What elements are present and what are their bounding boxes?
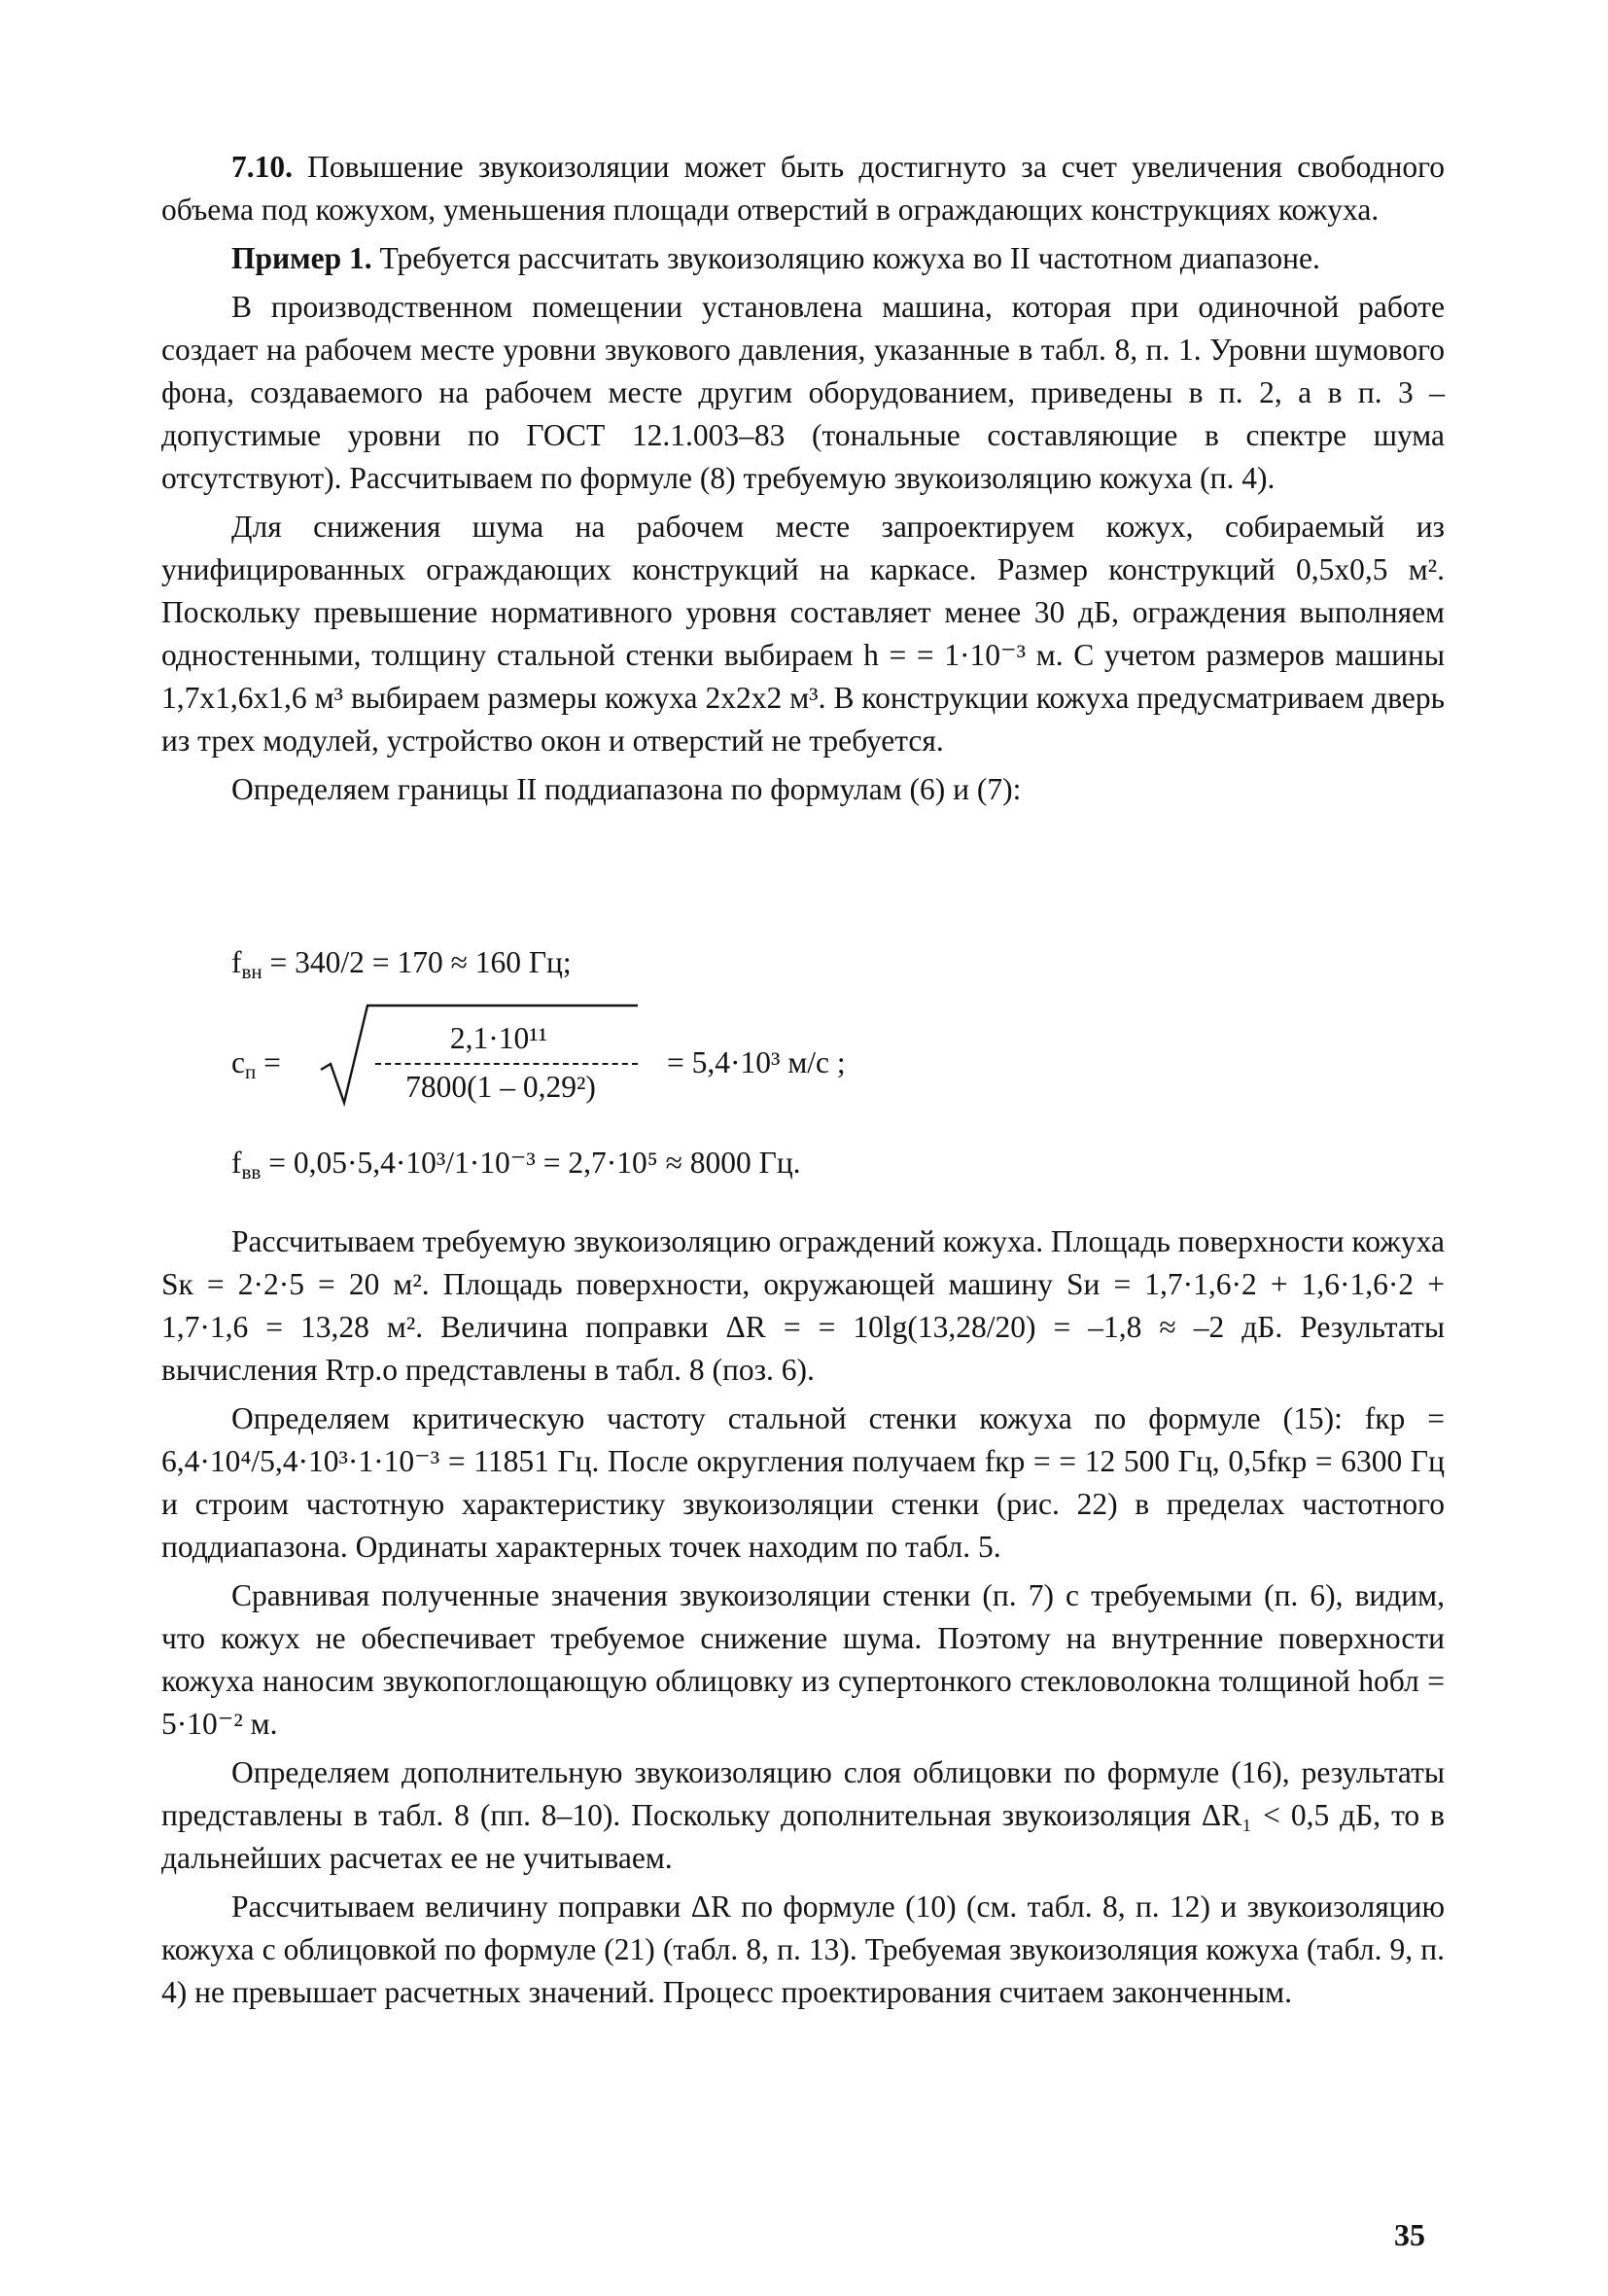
fraction-denominator: 7800(1 – 0,29²) [405, 1070, 596, 1104]
paragraph-text: Повышение звукоизоляции может быть достигнуто за счет увеличения свободного объема под кожухом, уменьшения площади отверстий в ограждающих конструкциях кожуха. [161, 150, 1445, 227]
text-block-top [161, 146, 1445, 817]
paragraph-conclusion [161, 1886, 1445, 2014]
paragraph-lead: 7.10. [231, 150, 293, 184]
paragraph-text: Для снижения шума на рабочем месте запроектируем кожух, собираемый из унифицированных ограждающих конструкций на каркасе. Размер конструкций 0,5x0,5 м². Поскольку превышение нормативного уровня составляет менее 30 дБ, ограждения выполняем одностенными, толщину стальной стенки выбираем h = = 1·10⁻³ м. С учетом размеров машины 1,7x1,6x1,6 м³ выбираем размеры кожуха 2x2x2 м³. В конструкции кожуха предусматриваем дверь из трех модулей, устройство окон и отверстий не требуется. [161, 510, 1445, 758]
paragraph-text: В производственном помещении установлена машина, которая при одиночной работе создает на рабочем месте уровни звукового давления, указанные в табл. 8, п. 1. Уровни шумового фона, создаваемого на рабочем месте другим оборудованием, приведены в п. 2, а в п. 3 – допустимые уровни по ГОСТ 12.1.003–83 (тональные составляющие в спектре шума отсутствуют). Рассчитываем по формуле (8) требуемую звукоизоляцию кожуха (п. 4). [161, 290, 1445, 495]
paragraph-machine [161, 286, 1445, 500]
formula-sub: п [244, 1060, 257, 1083]
formula-var: f [231, 1146, 242, 1180]
paragraph-text: Сравнивая полученные значения звукоизоляции стенки (п. 7) с требуемыми (п. 6), видим, что кожух не обеспечивает требуемое снижение шума. Поэтому на внутренние поверхности кожуха наносим звукопоглощающую облицовку из супертонкого стекловолокна толщиной hобл = 5·10⁻² м. [161, 1578, 1445, 1741]
formula-f-vn [231, 945, 572, 984]
paragraph-subrange-bounds [161, 768, 1445, 811]
paragraph-critical-frequency [161, 1397, 1445, 1569]
paragraph-text: Рассчитываем требуемую звукоизоляцию ограждений кожуха. Площадь поверхности кожуха Sк = 2·2·5 = 20 м². Площадь поверхности, окружающей машину Sи = 1,7·1,6·2 + 1,6·1,6·2 + 1,7·1,6 = 13,28 м². Величина поправки ΔR = = 10lg(13,28/20) = –1,8 ≈ –2 дБ. Результаты вычисления Rтр.о представлены в табл. 8 (поз. 6). [161, 1224, 1445, 1387]
fraction-numerator: 2,1·10¹¹ [449, 1021, 548, 1055]
formula-f-vv [231, 1146, 801, 1184]
formula-c-p [231, 1045, 281, 1084]
paragraph-text: Требуется рассчитать звукоизоляцию кожуха во II частотном диапазоне. [371, 241, 1320, 275]
paragraph-text: Определяем критическую частоту стальной стенки кожуха по формуле (15): fкр = 6,4·10⁴/5,4·10³·1·10⁻³ = 11851 Гц. После округления получаем fкр = = 12 500 Гц, 0,5fкр = 6300 Гц и строим частотную характеристику звукоизоляции стенки (рис. 22) в пределах частотного поддиапазона. Ординаты характерных точек находим по табл. 5. [161, 1401, 1445, 1564]
formula-rhs: = 340/2 = 170 ≈ 160 Гц; [262, 945, 572, 979]
formula-sub: вв [241, 1160, 262, 1183]
formula-sub: вн [241, 960, 262, 983]
formula-var: f [231, 945, 242, 979]
formula-eq: = [256, 1045, 281, 1079]
paragraph-7-10 [161, 146, 1445, 231]
formula-var: c [231, 1045, 245, 1079]
formula-c-p-rhs: = 5,4·10³ м/с ; [667, 1045, 846, 1079]
paragraph-lead: Пример 1. [231, 241, 372, 275]
text-block-bottom [161, 1220, 1445, 2020]
paragraph-comparison [161, 1574, 1445, 1746]
paragraph-example-1 [161, 237, 1445, 280]
paragraph-enclosure-design [161, 506, 1445, 762]
formula-rhs: = 0,05·5,4·10³/1·10⁻³ = 2,7·10⁵ ≈ 8000 Гц. [261, 1146, 801, 1180]
paragraph-text: Определяем дополнительную звукоизоляцию слоя облицовки по формуле (16), результаты представлены в табл. 8 (пп. 8–10). Поскольку дополнительная звукоизоляция ΔR₁ < 0,5 дБ, то в дальнейших расчетах ее не учитываем. [161, 1755, 1445, 1875]
paragraph-text: Рассчитываем величину поправки ΔR по формуле (10) (см. табл. 8, п. 12) и звукоизоляцию кожуха с облицовкой по формуле (21) (табл. 8, п. 13). Требуемая звукоизоляция кожуха (табл. 9, п. 4) не превышает расчетных значений. Процесс проектирования считаем законченным. [161, 1890, 1445, 2009]
paragraph-additional-insulation [161, 1751, 1445, 1880]
paragraph-required-insulation [161, 1220, 1445, 1392]
page-number: 35 [1394, 2217, 1425, 2252]
fraction-line [375, 1063, 638, 1065]
paragraph-text: Определяем границы II поддиапазона по формулам (6) и (7): [231, 772, 1022, 806]
